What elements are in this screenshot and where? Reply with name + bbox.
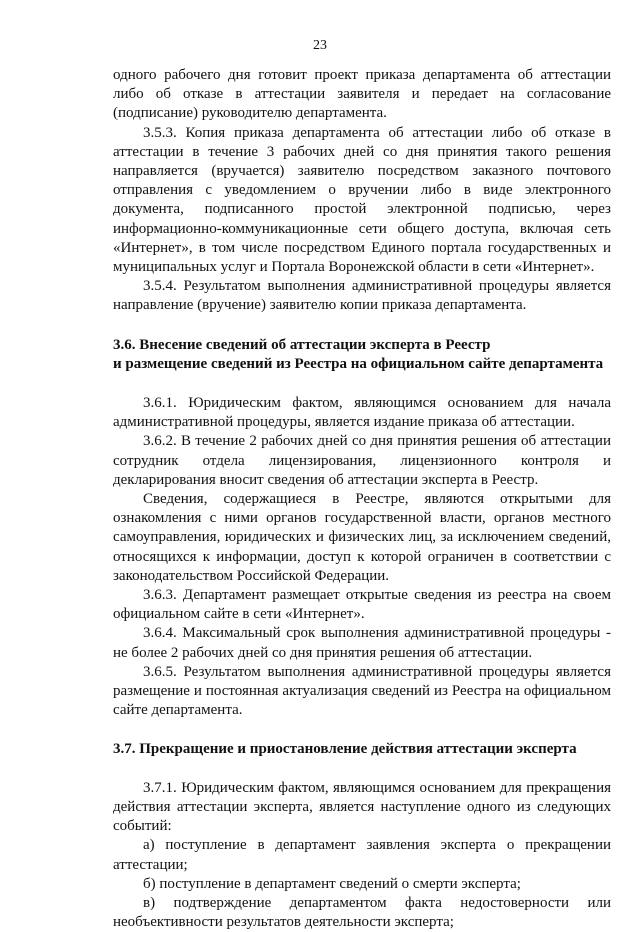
paragraph-3-6-5: 3.6.5. Результатом выполнения административной процедуры является размещение и постоянная актуализация сведений из Реестра на официальном сайте департамента.	[113, 663, 611, 719]
paragraph-3-7-1: 3.7.1. Юридическим фактом, являющимся основанием для прекращения действия аттестации эксперта, является наступление одного из следующих событий:	[113, 779, 611, 835]
paragraph-3-6-4: 3.6.4. Максимальный срок выполнения административной процедуры - не более 2 рабочих дней со дня принятия решения об аттестации.	[113, 625, 611, 661]
paragraph-registry-info: Сведения, содержащиеся в Реестре, являются открытыми для ознакомления с ними органов государственной власти, органов местного самоуправления, юридических и физических лиц, за исключением сведений, относящихся к информации, доступ к которой ограничен в соответствии с законодательством Российской Федерации.	[113, 491, 611, 584]
section-heading-3-6-line1: 3.6. Внесение сведений об аттестации эксперта в Реестр	[113, 336, 491, 353]
list-item-v: в) подтверждение департаментом факта недостоверности или необъективности результатов деятельности эксперта;	[113, 894, 611, 931]
paragraph-3-6-1: 3.6.1. Юридическим фактом, являющимся основанием для начала административной процедуры, является издание приказа об аттестации.	[113, 395, 611, 431]
paragraph-continuation: одного рабочего дня готовит проект приказа департамента об аттестации либо об отказе в аттестации заявителя и передает на согласование (подписание) руководителю департамента.	[113, 67, 611, 122]
section-heading-3-7: 3.7. Прекращение и приостановление действия аттестации эксперта	[113, 740, 577, 757]
section-heading-3-6-line2: и размещение сведений из Реестра на официальном сайте департамента	[113, 355, 604, 372]
paragraph-3-5-4: 3.5.4. Результатом выполнения административной процедуры является направление (вручение) заявителю копии приказа департамента.	[113, 278, 611, 314]
list-item-b: б) поступление в департамент сведений о смерти эксперта;	[143, 875, 521, 892]
paragraph-3-5-3: 3.5.3. Копия приказа департамента об аттестации либо об отказе в аттестации в течение 3 рабочих дней со дня принятия такого решения направляется (вручается) заявителю посредством заказного почтового отправления с уведомлением о вручении либо в виде электронного документа, подписанного простой электронной подписью, через информационно-коммуникационные сети общего доступа, включая сеть «Интернет», в том числе посредством Единого портала государственных и муниципальных услуг и Портала Воронежской области в сети «Интернет».	[113, 124, 611, 276]
paragraph-3-6-3: 3.6.3. Департамент размещает открытые сведения из реестра на своем официальном сайте в сети «Интернет».	[113, 587, 611, 623]
page-number: 23	[313, 38, 327, 53]
paragraph-3-6-2: 3.6.2. В течение 2 рабочих дней со дня принятия решения об аттестации сотрудник отдела лицензирования, лицензионного контроля и декларирования вносит сведения об аттестации эксперта в Реестр.	[113, 433, 611, 488]
list-item-a: а) поступление в департамент заявления эксперта о прекращении аттестации;	[113, 837, 611, 873]
document-body	[113, 66, 611, 932]
